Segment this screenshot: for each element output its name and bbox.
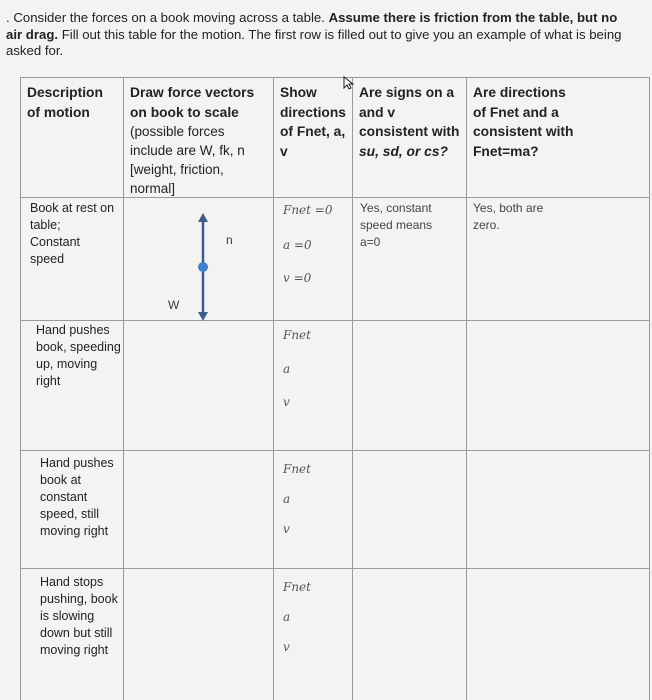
row1-description: Book at rest on table; Constant speed [30, 201, 115, 266]
book-dot [198, 262, 208, 272]
instruction-text-2: Fill out this table for the motion. The first row is filled out to give you an example of what is being asked for. [6, 26, 622, 58]
table-border-top [20, 77, 650, 78]
normal-force-label: n [226, 233, 233, 247]
row2-force-cell[interactable] [124, 321, 273, 450]
row4-a: a [283, 610, 291, 624]
row3-force-cell[interactable] [124, 451, 273, 568]
row2-description: Hand pushes book, speeding up, moving right [36, 323, 121, 388]
table-border-left [20, 77, 21, 700]
row4-force-cell[interactable] [124, 569, 273, 700]
row1-a: a =0 [283, 238, 312, 252]
instructions [6, 10, 636, 60]
row2-v: v [283, 395, 290, 409]
weight-arrowhead [198, 312, 208, 321]
instruction-text-1: Consider the forces on a book moving across a table. [13, 10, 329, 25]
row3-signs-cell[interactable] [353, 451, 466, 568]
row4-description: Hand stops pushing, book is slowing down but still moving right [40, 575, 118, 657]
row3-a: a [283, 492, 291, 506]
row1-directions-answer: Yes, both are zero. [473, 201, 544, 232]
row3-description: Hand pushes book at constant speed, still moving right [40, 456, 114, 538]
header-force-vectors: Draw force vectors on book to scale [130, 85, 255, 120]
instruction-bold: Assume there is friction from the table, but no air drag. [6, 10, 618, 42]
row4-fnet: Fnet [283, 580, 311, 594]
col-divider-2 [273, 77, 274, 700]
row2-signs-cell[interactable] [353, 321, 466, 450]
header-force-vectors-note: (possible forces include are W, fk, n [weight, friction, normal] [130, 124, 245, 196]
header-directions: Are directions of Fnet and a consistent with Fnet=ma? [473, 85, 574, 159]
row1-fnet: Fnet =0 [283, 203, 333, 217]
header-divider [20, 197, 650, 198]
row1-v: v =0 [283, 271, 312, 285]
row1-signs-answer: Yes, constant speed means a=0 [360, 201, 433, 249]
row4-directions-cell[interactable] [467, 569, 649, 700]
row3-fnet: Fnet [283, 462, 311, 476]
row3-v: v [283, 522, 290, 536]
row2-fnet: Fnet [283, 328, 311, 342]
normal-arrowhead [198, 213, 208, 222]
header-description: Description of motion [27, 85, 103, 120]
weight-force-label: W [168, 298, 180, 312]
row4-v: v [283, 640, 290, 654]
header-signs: Are signs on a and v consistent with su, sd, or cs? [359, 85, 460, 159]
instruction-bullet: . [6, 10, 10, 25]
table-border-right [649, 77, 650, 700]
row2-directions-cell[interactable] [467, 321, 649, 450]
row3-directions-cell[interactable] [467, 451, 649, 568]
header-show-directions: Show directions of Fnet, a, v [280, 85, 346, 159]
row4-signs-cell[interactable] [353, 569, 466, 700]
row2-a: a [283, 362, 291, 376]
